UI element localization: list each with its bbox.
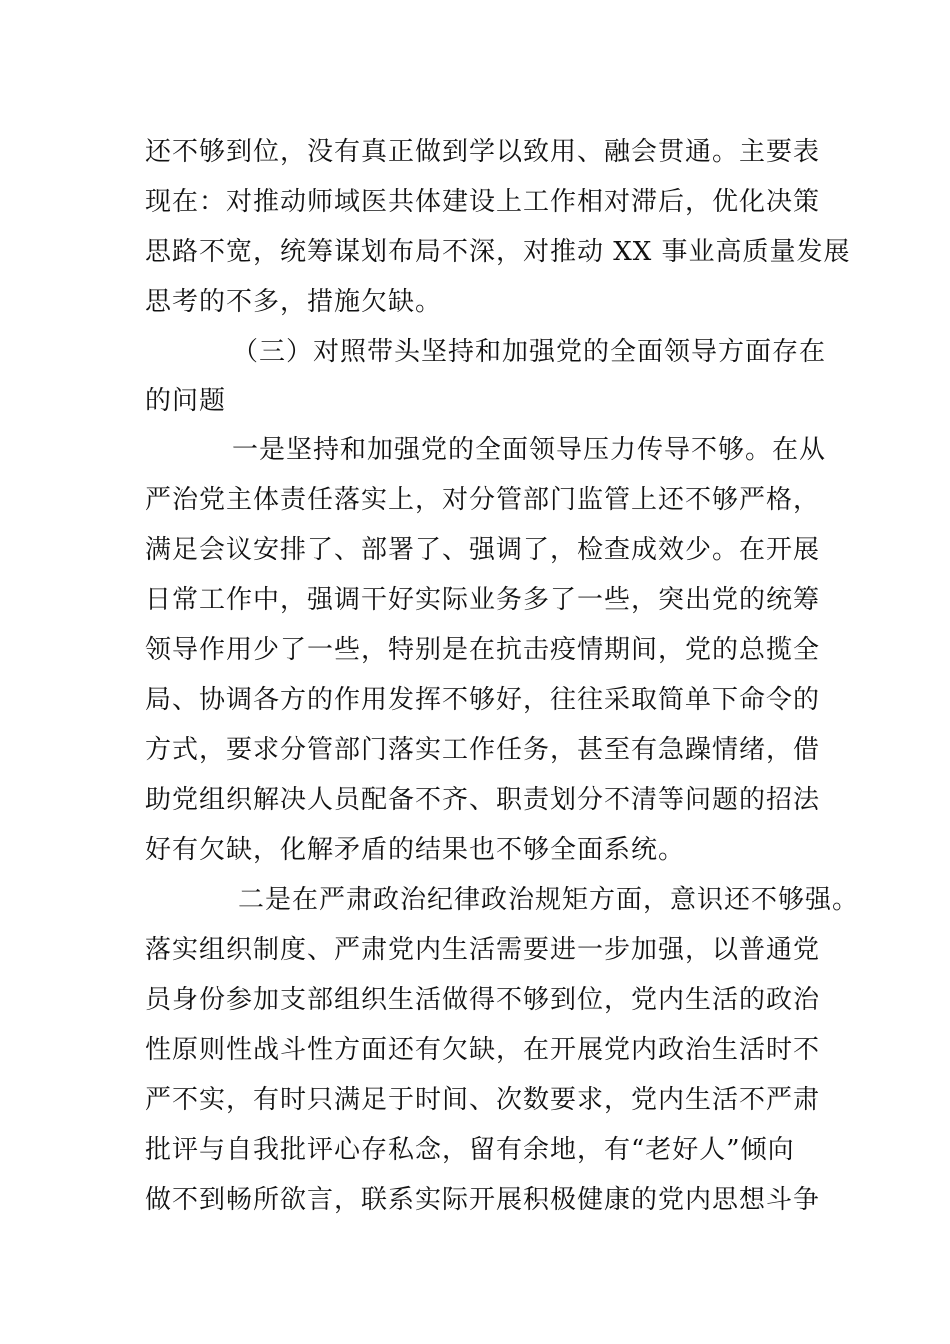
text-line: 局、协调各方的作用发挥不够好，往往采取简单下命令的 — [145, 685, 821, 715]
text-line: 日常工作中，强调干好实际业务多了一些，突出党的统筹 — [145, 585, 821, 615]
section-heading-continued: 的问题 — [145, 386, 227, 416]
text-line: 严不实，有时只满足于时间、次数要求，党内生活不严肃 — [145, 1085, 821, 1115]
text-line: 员身份参加支部组织生活做得不够到位，党内生活的政治 — [145, 985, 821, 1015]
text-line: 思路不宽，统筹谋划布局不深，对推动 XX 事业高质量发展 — [145, 237, 851, 267]
paragraph-first-line: 一是坚持和加强党的全面领导压力传导不够。在从 — [232, 435, 827, 465]
text-line: 批评与自我批评心存私念，留有余地，有“老好人”倾向 — [145, 1135, 795, 1165]
text-line: 还不够到位，没有真正做到学以致用、融会贯通。主要表 — [145, 137, 821, 167]
text-line: 领导作用少了一些，特别是在抗击疫情期间，党的总揽全 — [145, 635, 821, 665]
paragraph-first-line: 二是在严肃政治纪律政治规矩方面，意识还不够强。 — [238, 885, 860, 915]
text-line: 思考的不多，措施欠缺。 — [145, 287, 443, 317]
text-line: 性原则性战斗性方面还有欠缺，在开展党内政治生活时不 — [145, 1035, 821, 1065]
text-line: 方式，要求分管部门落实工作任务，甚至有急躁情绪，借 — [145, 735, 821, 765]
text-line: 满足会议安排了、部署了、强调了，检查成效少。在开展 — [145, 535, 821, 565]
text-line: 现在：对推动师域医共体建设上工作相对滞后，优化决策 — [145, 187, 821, 217]
text-line: 助党组织解决人员配备不齐、职责划分不清等问题的招法 — [145, 785, 821, 815]
section-heading: （三）对照带头坚持和加强党的全面领导方面存在 — [232, 337, 827, 367]
text-line: 做不到畅所欲言，联系实际开展积极健康的党内思想斗争 — [145, 1185, 821, 1215]
text-line: 好有欠缺，化解矛盾的结果也不够全面系统。 — [145, 835, 686, 865]
text-line: 严治党主体责任落实上，对分管部门监管上还不够严格， — [145, 485, 821, 515]
text-line: 落实组织制度、严肃党内生活需要进一步加强，以普通党 — [145, 935, 821, 965]
